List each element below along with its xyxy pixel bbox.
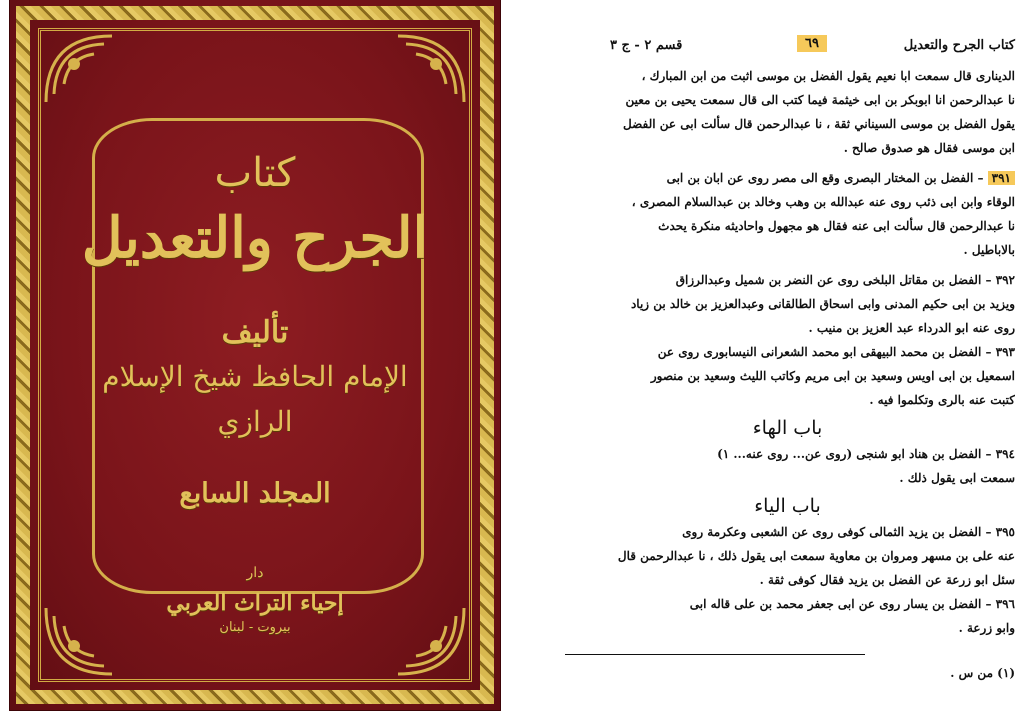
cover-volume: المجلد السابع [179,478,331,509]
page-header [560,38,1015,62]
entry-line: ٣٩٥ – الفضل بن يزيد الثمالى كوفى روى عن الشعبى وعكرمة روى [682,525,1015,539]
footnote: (١) من س . [950,666,1015,680]
text-line: نا عبدالرحمن انا ابوبكر بن ابى خيثمة فيما كتب الى قال سمعت يحيى بن معين [625,93,1015,107]
entry-line: ٣٩٤ – الفضل بن هناد ابو شنجى (روى عن... روى عنه... ١) [717,447,1015,461]
book-cover [10,0,500,710]
footnote-rule [565,654,865,655]
corner-ornament-icon [44,606,114,676]
entry-line: ٣٩٦ – الفضل بن يسار روى عن ابى جعفر محمد بن على قاله ابى [689,597,1015,611]
cover-kitab: كتاب [214,150,296,196]
corner-ornament-icon [44,34,114,104]
entry-line: الوقاء وابن ابى ذئب روى عنه عبدالله بن وهب وخالد بن عبدالسلام المصرى ، [631,195,1015,209]
entry-line: عنه على بن مسهر ومروان بن معاوية سمعت ابى يقول ذلك ، نا عبدالرحمن قال [617,549,1015,563]
cover-city: بيروت - لبنان [219,620,291,635]
chapter-heading: باب الياء [754,495,821,517]
entry-line: ٣٩١ – الفضل بن المختار البصرى وقع الى مصر روى عن ابان بن ابى [560,166,1015,190]
chapter-heading: باب الهاء [752,417,823,439]
cover-publisher: إحياء التراث العربي [166,590,344,616]
cover-title: الجرح والتعديل [81,205,429,271]
entry-line: كتبت عنه بالرى وتكلموا فيه . [869,393,1015,407]
running-title: كتاب الجرح والتعديل [903,38,1015,53]
entry-line: وابو زرعة . [958,621,1015,635]
book-page [560,20,1015,700]
entry-line: ٣٩٣ – الفضل بن محمد البيهقى ابو محمد الشعرانى النيسابورى روى عن [657,345,1015,359]
entry-line: ويزيد بن ابى حكيم المدنى وابى اسحاق الطالقانى وعبدالعزيز بن خالد بن زياد [630,297,1015,311]
text-line: يقول الفضل بن موسى السيناني ثقة ، نا عبدالرحمن قال سألت ابى عن الفضل [623,117,1015,131]
page-body [560,64,1015,685]
entry-number-highlight: ٣٩١ [988,171,1015,185]
cover-author: الإمام الحافظ شيخ الإسلام [102,360,408,393]
text-line: الدينارى قال سمعت ابا نعيم يقول الفضل بن موسى اثبت من ابن المبارك ، [641,69,1015,83]
entry-line: اسمعيل بن ابى اويس وسعيد بن ابى مريم وكاتب الليث وسعيد بن منصور [650,369,1015,383]
entry-line: سمعت ابى يقول ذلك . [899,471,1015,485]
entry-line: نا عبدالرحمن قال سألت ابى عنه فقال هو مجهول واحاديثه منكرة يحدث [658,219,1015,233]
text-line: ابن موسى فقال هو صدوق صالح . [843,141,1015,155]
cover-author-name: الرازي [217,405,293,438]
entry-line: روى عنه ابو الدرداء عبد العزيز بن منيب . [808,321,1015,335]
cover-publisher-prefix: دار [246,565,264,581]
corner-ornament-icon [396,606,466,676]
corner-ornament-icon [396,34,466,104]
entry-line: بالاباطيل . [963,243,1015,257]
cover-talif: تأليف [221,315,289,350]
entry-line: سئل ابو زرعة عن الفضل بن يزيد فقال كوفى ثقة . [759,573,1015,587]
entry-line: ٣٩٢ – الفضل بن مقاتل البلخى روى عن النضر بن شميل وعبدالرزاق [675,273,1015,287]
page-number: ٦٩ [797,35,827,52]
section-label: قسم ٢ - ج ٣ [610,38,683,53]
